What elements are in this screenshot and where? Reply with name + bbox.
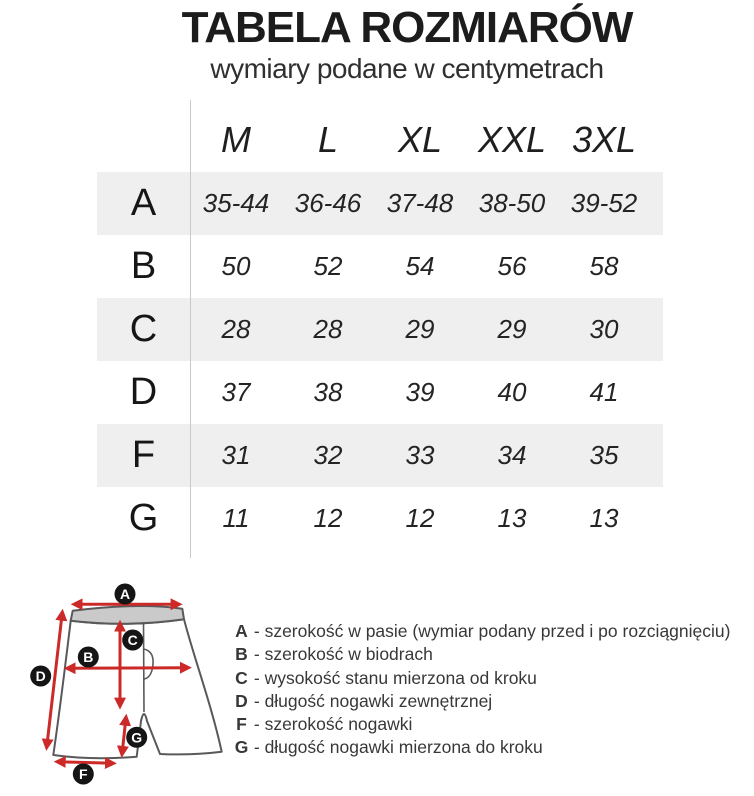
measurement-value: 37 <box>221 377 251 407</box>
measure-badge-G <box>126 727 147 748</box>
legend-text: wysokość stanu mierzona od kroku <box>264 667 537 688</box>
measurement-value: 29 <box>405 314 435 344</box>
measurement-value: 33 <box>405 440 435 470</box>
size-column-header: L <box>317 119 339 160</box>
table-row <box>97 298 663 361</box>
size-column-header: XXL <box>477 119 547 160</box>
measurement-value: 30 <box>589 314 619 344</box>
legend-letter: A <box>235 621 248 641</box>
legend-letter: G <box>234 737 249 758</box>
measure-badge-D <box>30 666 51 687</box>
measurement-value: 28 <box>313 314 343 344</box>
header <box>60 3 754 85</box>
legend-separator: - <box>249 737 265 758</box>
badge-letter: D <box>35 668 46 684</box>
measurement-value: 41 <box>589 377 619 407</box>
legend-item <box>234 667 730 690</box>
shorts-diagram <box>28 583 240 795</box>
size-table-header <box>97 100 663 172</box>
measure-badge-C <box>122 630 143 651</box>
measurement-value: 11 <box>222 503 250 533</box>
measurement-value: 35-44 <box>202 188 270 218</box>
measurement-value: 13 <box>497 503 527 533</box>
legend-item <box>234 620 730 643</box>
measurement-value: 13 <box>589 503 619 533</box>
arrow-B-hips <box>67 668 188 669</box>
size-table-body <box>97 172 663 550</box>
shorts-waistband <box>71 606 184 624</box>
legend-item <box>234 643 730 666</box>
legend-text: szerokość w biodrach <box>264 644 433 665</box>
measurement-value: 38-50 <box>478 188 546 218</box>
row-label: C <box>129 308 158 350</box>
table-row <box>97 487 663 550</box>
badge-letter: G <box>131 729 143 746</box>
measurement-value: 28 <box>221 314 251 344</box>
badge-letter: F <box>79 766 88 782</box>
table-row <box>97 361 663 424</box>
row-label: B <box>130 245 157 287</box>
measurement-value: 38 <box>313 377 343 407</box>
legend-text: szerokość w pasie (wymiar podany przed i po rozciągnięciu) <box>264 621 731 641</box>
measurement-value: 37-48 <box>386 188 454 218</box>
measurement-value: 52 <box>313 251 343 281</box>
measurement-value: 58 <box>589 251 619 281</box>
measurement-value: 31 <box>221 440 251 470</box>
legend-item <box>234 736 730 759</box>
badge-letter: C <box>127 632 138 648</box>
measurement-value: 36-46 <box>294 188 362 218</box>
legend-text: szerokość nogawki <box>264 714 413 735</box>
measurement-value: 12 <box>405 503 435 533</box>
size-table <box>97 100 663 550</box>
size-column-header: M <box>221 119 251 160</box>
page-subtitle: wymiary podane w centymetrach <box>210 53 604 84</box>
table-row <box>97 172 663 235</box>
legend-separator: - <box>249 621 265 641</box>
table-divider-line <box>190 100 191 558</box>
measurement-value: 29 <box>497 314 527 344</box>
legend-text: długość nogawki zewnętrznej <box>264 690 493 711</box>
legend-letter: D <box>235 690 248 711</box>
measure-badge-A <box>115 584 136 605</box>
measurement-value: 54 <box>405 251 435 281</box>
measurement-value: 35 <box>589 440 619 470</box>
measurement-value: 34 <box>497 440 527 470</box>
table-row <box>97 424 663 487</box>
row-label: D <box>129 371 158 413</box>
legend-item <box>234 690 730 713</box>
measurement-value: 39-52 <box>570 188 638 218</box>
badge-letter: A <box>119 586 131 602</box>
measurement-value: 40 <box>497 377 527 407</box>
page-title: TABELA ROZMIARÓW <box>181 3 633 52</box>
measurement-value: 32 <box>313 440 343 470</box>
legend-item <box>234 713 730 736</box>
legend-letter: F <box>236 714 247 735</box>
measure-badge-F <box>73 764 94 785</box>
row-label: G <box>128 497 159 539</box>
legend-separator: - <box>249 644 265 665</box>
measurement-legend <box>234 620 730 760</box>
measurement-value: 56 <box>497 251 527 281</box>
legend-letter: C <box>235 667 248 688</box>
row-label: F <box>131 434 156 476</box>
row-label: A <box>130 182 157 224</box>
measurement-value: 50 <box>221 251 251 281</box>
badge-letter: B <box>83 649 94 665</box>
table-row <box>97 235 663 298</box>
size-column-header: XL <box>397 119 443 160</box>
measure-badge-B <box>78 647 99 668</box>
arrow-F-leg-width <box>57 762 113 764</box>
measurement-value: 12 <box>313 503 343 533</box>
legend-letter: B <box>235 644 248 665</box>
measurement-value: 39 <box>405 377 435 407</box>
legend-separator: - <box>249 690 265 711</box>
legend-text: długość nogawki mierzona do kroku <box>264 737 543 758</box>
legend-separator: - <box>249 667 265 688</box>
size-column-header: 3XL <box>571 119 637 160</box>
legend-separator: - <box>249 714 265 735</box>
